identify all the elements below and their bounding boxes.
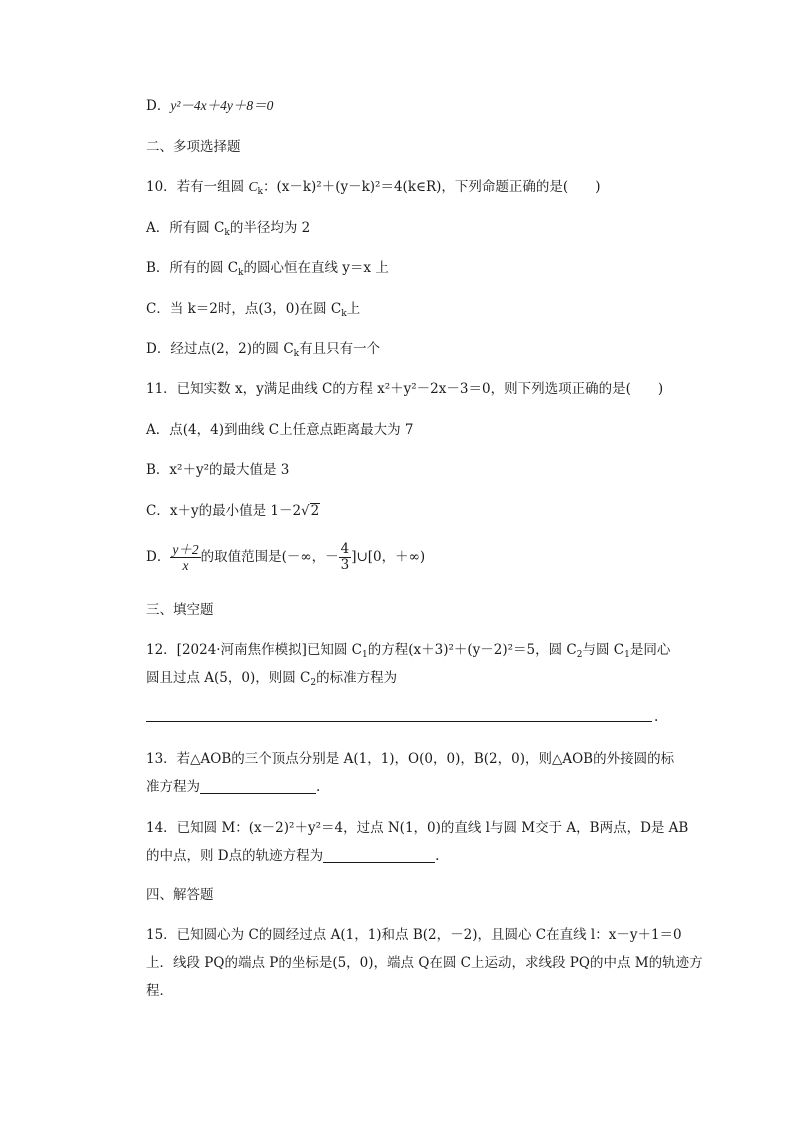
section-heading-solve: 四、解答题 <box>146 887 214 903</box>
q10-option-c: C．当 k＝2时，点(3，0)在圆 $C_k$上 <box>146 301 361 319</box>
q13-line-1: 13．若△AOB的三个顶点分别是 A(1，1)，O(0，0)，B(2，0)，则△AOB的外接圆的标 <box>146 751 675 767</box>
q9-option-d <box>146 96 273 116</box>
fraction: $\frac{4}{3}$ <box>340 541 350 573</box>
q12-line-1: 12．[2024·河南焦作模拟]已知圆 $C_1$的方程(x＋3)²＋(y－2)²＝5，圆 $C_2$与圆 $C_1$是同心 <box>146 642 671 660</box>
equation: y²－4x＋4y＋8＝0 <box>170 98 274 113</box>
q13-line-2: 准方程为 . <box>146 779 321 795</box>
q12-end-period: . <box>654 709 659 725</box>
q13-answer-blank[interactable] <box>200 779 316 794</box>
q11-stem: 11．已知实数 x，y满足曲线 C的方程 x²＋y²－2x－3＝0，则下列选项正确的是( ) <box>146 381 664 397</box>
section-heading-multiple-choice: 二、多项选择题 <box>146 139 241 155</box>
q10-option-d: D．经过点(2，2)的圆 $C_k$有且只有一个 <box>146 341 381 359</box>
fraction: $\frac{y+2}{x}$ <box>172 542 199 573</box>
q10-option-b: B．所有的圆 $C_k$的圆心恒在直线 y＝x 上 <box>146 260 389 278</box>
q10-stem: 10．若有一组圆 $C_k$：(x－k)²＋(y－k)²＝4(k∈R)，下列命题正确的是( ) <box>146 179 601 197</box>
q14-answer-blank[interactable] <box>323 848 435 863</box>
sqrt-radicand: 2 <box>310 503 320 519</box>
q10-option-a: A．所有圆 $C_k$的半径均为 2 <box>146 220 311 238</box>
q15-line-1: 15．已知圆心为 C的圆经过点 A(1，1)和点 B(2，－2)，且圆心 C在直线 l：x－y＋1＝0 <box>146 927 682 943</box>
section-heading-fill-in: 三、填空题 <box>146 602 214 618</box>
q11-option-d: D． $\frac{y+2}{x}$ 的取值范围是(－∞，－ $\frac{4}{3}$ ]∪[0，＋∞) <box>146 541 426 573</box>
q15-line-3: 程． <box>146 983 173 999</box>
option-label: D． <box>146 98 171 114</box>
q12-answer-blank[interactable] <box>146 721 652 722</box>
q14-line-1: 14．已知圆 M：(x－2)²＋y²＝4，过点 N(1，0)的直线 l与圆 M交于 A，B两点，D是 AB <box>146 820 689 836</box>
q11-option-b: B．x²＋y²的最大值是 3 <box>146 462 290 478</box>
q11-option-c: C．x＋y的最小值是 1－2√2 <box>146 503 320 519</box>
q15-line-2: 上．线段 PQ的端点 P的坐标是(5，0)，端点 Q在圆 C上运动，求线段 PQ的中点 M的轨迹方 <box>146 955 703 971</box>
q14-line-2: 的中点，则 D点的轨迹方程为 . <box>146 848 440 864</box>
q12-line-2: 圆且过点 A(5，0)，则圆 $C_2$的标准方程为 <box>146 670 398 688</box>
q11-option-a: A．点(4，4)到曲线 C上任意点距离最大为 7 <box>146 422 414 438</box>
